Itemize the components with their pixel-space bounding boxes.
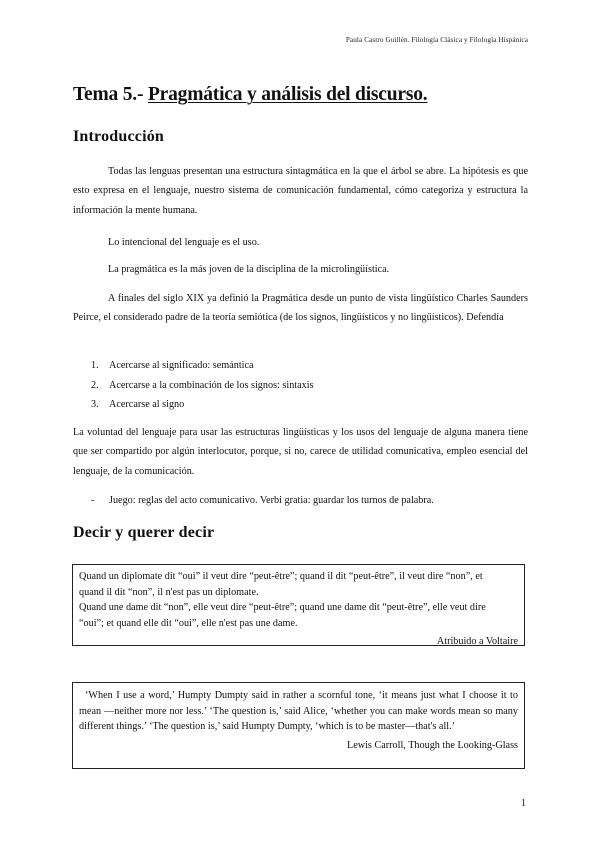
numbered-list bbox=[91, 356, 314, 415]
quote-text: ‘When I use a word,’ Humpty Dumpty said in rather a scornful tone, ‘it means just what I choose it to mean —neither more nor less.’ ‘The question is,’ said Alice, ‘whether you can make words mean so many different things.’ ‘The question is,’ said Humpty Dumpty, ‘which is to be master—that's all.’ bbox=[79, 690, 518, 732]
quote-box-carroll bbox=[72, 682, 525, 769]
list-item bbox=[91, 395, 314, 415]
paragraph-intro: Todas las lenguas presentan una estructura sintagmática en la que el árbol se abre. La hipótesis es que esto expresa en el lenguaje, nuestro sistema de comunicación fundamental, cómo categoriza y estructura la información la mente humana. bbox=[73, 166, 528, 216]
title-underlined: Pragmática y análisis del discurso. bbox=[147, 84, 428, 105]
quote-attribution: Lewis Carroll, Though the Looking-Glass bbox=[347, 739, 518, 751]
list-text: Acercarse al signo bbox=[109, 399, 185, 410]
quote-line: “oui”; et quand elle dit “oui”, elle n'est pas une dame. bbox=[79, 617, 298, 629]
paragraph-peirce: A finales del siglo XIX ya definió la Pragmática desde un punto de vista lingüístico Charles Saunders Peirce, el considerado padre de la teoría semiótica (de los signos, lingüísticos y no lingüísticos). Defendía bbox=[73, 293, 528, 324]
quote-attribution: Atribuido a Voltaire bbox=[436, 636, 518, 647]
list-number: 3. bbox=[91, 399, 99, 410]
list-item bbox=[91, 376, 314, 396]
section-heading-decir: Decir y querer decir bbox=[73, 524, 215, 541]
bullet-text: Juego: reglas del acto comunicativo. Verbi gratia: guardar los turnos de palabra. bbox=[109, 495, 434, 506]
title-prefix: Tema 5.- bbox=[73, 84, 148, 105]
quote-line: Quand une dame dit “non”, elle veut dire “peut-être”; quand une dame dit “peut-être”, elle veut dire bbox=[79, 602, 486, 613]
running-header: Paula Castro Guillén. Filología Clásica y Filología Hispánica bbox=[345, 36, 528, 44]
page-title bbox=[73, 84, 427, 106]
section-heading-introduccion: Introducción bbox=[73, 128, 165, 145]
quote-line: Quand un diplomate dit “oui” il veut dire “peut-être”; quand il dit “peut-être”, il veut dire “non”, et bbox=[79, 571, 483, 582]
bullet-dash: - bbox=[91, 495, 95, 506]
bullet-item bbox=[91, 491, 434, 510]
list-text: Acercarse a la combinación de los signos: sintaxis bbox=[109, 379, 314, 391]
paragraph-voluntad: La voluntad del lenguaje para usar las estructuras lingüísticas y los usos del lenguaje de alguna manera tiene que ser compartido por algún interlocutor, porque, si no, carece de utilidad comunicativa, empleo esencial del lenguaje, de la comunicación. bbox=[73, 427, 528, 477]
paragraph-pragmatica: La pragmática es la más joven de la disciplina de la microlingüística. bbox=[108, 264, 390, 275]
quote-line: quand il dit “non”, il n'est pas un diplomate. bbox=[79, 586, 259, 598]
list-text: Acercarse al significado: semántica bbox=[109, 360, 254, 371]
list-number: 2. bbox=[91, 379, 99, 391]
quote-box-voltaire bbox=[72, 564, 525, 646]
list-item bbox=[91, 356, 314, 376]
page-number: 1 bbox=[521, 798, 526, 809]
paragraph-uso: Lo intencional del lenguaje es el uso. bbox=[108, 237, 260, 248]
list-number: 1. bbox=[91, 360, 99, 371]
